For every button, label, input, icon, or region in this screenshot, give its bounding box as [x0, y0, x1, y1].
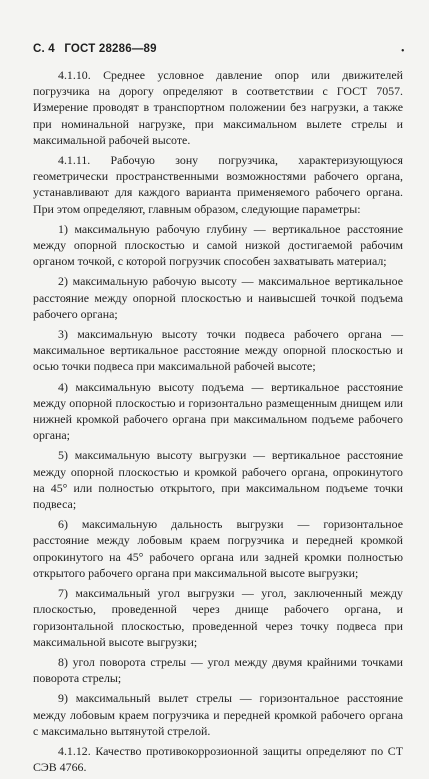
list-item-6: 6) максимальную дальность выгрузки — горизонтальное расстояние между лобовым краем погрузчика и передней кромкой опрокинутого на 45° рабочего органа или задней кромки полностью открытого рабочего органа при максимальной высоте выгрузки;: [33, 517, 403, 580]
list-item-5: 5) максимальную высоту выгрузки — вертикальное расстояние между опорной плоскостью и кромкой рабочего органа, опрокинутого на 45° или полностью открытого, при максимальном подъеме точки подвеса;: [33, 448, 403, 512]
document-body: [33, 67, 403, 779]
standard-number: ГОСТ 28286—89: [64, 43, 157, 55]
paragraph-4-1-10: 4.1.10. Среднее условное давление опор или движителей погрузчика на дорогу определяют в соответствии с ГОСТ 7057. Измерение проводят в транспортном положении без нагрузки, а также при номинальной нагрузке, при максимальном вылете стрелы и максимальной рабочей высоте.: [33, 68, 403, 147]
list-item-7: 7) максимальный угол выгрузки — угол, заключенный между плоскостью, проведенной через днище рабочего органа, и горизонтальной плоскостью, проведенной через точку подвеса при максимальной высоте выгрузки;: [33, 586, 403, 649]
paragraph-4-1-12: 4.1.12. Качество противокоррозионной защиты определяют по СТ СЭВ 4766.: [33, 743, 403, 775]
corner-mark: •: [401, 46, 405, 57]
list-item-4: 4) максимальную высоту подъема — вертикальное расстояние между опорной плоскостью и горизонтально размещенным днищем или нижней кромкой рабочего органа при максимальном подъеме рабочего органа;: [33, 379, 403, 443]
list-item-1: 1) максимальную рабочую глубину — вертикальное расстояние между опорной плоскостью и самой низкой достигаемой рабочим органом точкой, с которой погрузчик способен захватывать материал;: [33, 221, 403, 269]
list-item-2: 2) максимальную рабочую высоту — максимальное вертикальное расстояние между опорной плоскостью и наивысшей точкой подъема рабочего органа;: [33, 274, 403, 321]
page-header: [33, 43, 163, 55]
list-item-8: 8) угол поворота стрелы — угол между двумя крайними точками поворота стрелы;: [33, 654, 403, 686]
page-number: С. 4: [33, 43, 55, 55]
paragraph-4-1-11: 4.1.11. Рабочую зону погрузчика, характеризующуюся геометрически пространственными возможностями рабочего органа, устанавливают для каждого варианта применяемого рабочего органа. При этом определяют, главным образом, следующие параметры:: [33, 153, 403, 216]
list-item-9: 9) максимальный вылет стрелы — горизонтальное расстояние между лобовым краем погрузчика и передней кромкой рабочего органа с максимально вытянутой стрелой.: [33, 691, 403, 738]
list-item-3: 3) максимальную высоту точки подвеса рабочего органа — максимальное вертикальное расстояние между опорной плоскостью и осью точки подвеса при максимальной рабочей высоте;: [33, 327, 403, 374]
